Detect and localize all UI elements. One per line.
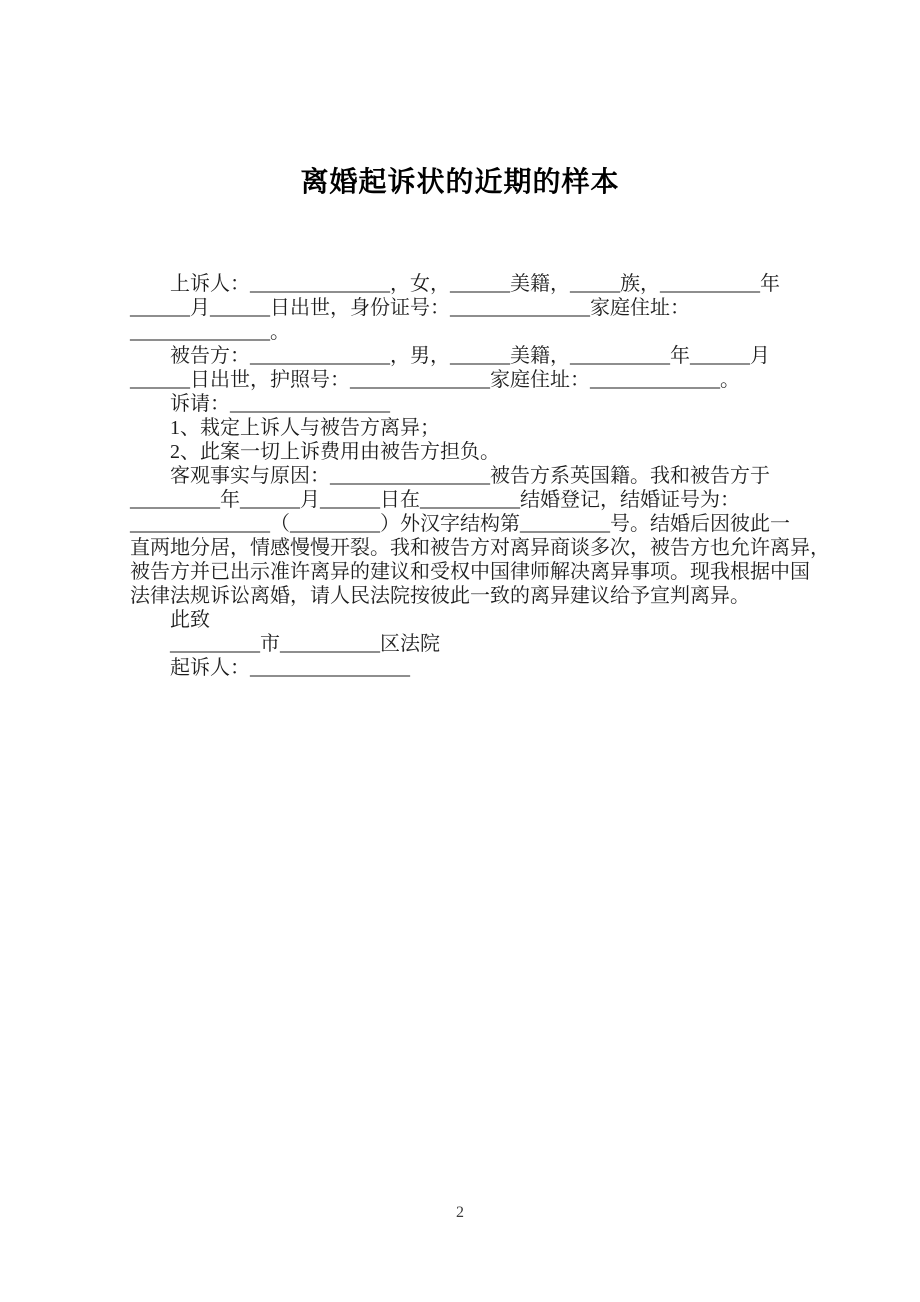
body-line-claim-heading: 诉请：________________ <box>130 393 390 415</box>
document-body <box>130 272 830 680</box>
body-line-petitioner-signature: 起诉人：________________ <box>130 657 410 679</box>
body-line-plaintiff-cont: ______月______日出世，身份证号：______________家庭住址： <box>130 297 690 319</box>
document-title: 离婚起诉状的近期的样本 <box>300 166 620 197</box>
body-line-claim-1: 1、栽定上诉人与被告方离异； <box>130 417 440 439</box>
body-line-court: _________市__________区法院 <box>130 633 440 655</box>
body-line-facts-2: _________年______月______日在__________结婚登记，结婚证号为： <box>130 489 740 511</box>
page-number: 2 <box>456 1204 464 1221</box>
body-line-facts-5: 被告方并已出示准许离异的建议和受权中国律师解决离异事项。现我根据中国 <box>130 561 810 583</box>
body-line-defendant-cont: ______日出世，护照号：______________家庭住址：_____________。 <box>130 369 740 391</box>
body-line-claim-2: 2、此案一切上诉费用由被告方担负。 <box>130 441 500 463</box>
body-line-facts-6: 法律法规诉讼离婚，请人民法院按彼此一致的离异建议给予宣判离异。 <box>130 585 750 607</box>
body-line-plaintiff-address: ______________。 <box>130 321 290 343</box>
body-line-facts-1: 客观事实与原因：________________被告方系英国籍。我和被告方于 <box>130 465 770 487</box>
body-line-facts-4: 直两地分居，情感慢慢开裂。我和被告方对离异商谈多次，被告方也允许离异， <box>130 537 830 559</box>
body-line-salutation: 此致 <box>130 609 210 631</box>
body-line-defendant: 被告方：______________，男，______美籍，__________年______月 <box>130 345 770 367</box>
body-line-facts-3: ______________（_________）外汉字结构第_________号。结婚后因彼此一 <box>130 513 790 535</box>
body-line-plaintiff: 上诉人：______________，女，______美籍，_____族，__________年 <box>130 273 780 295</box>
